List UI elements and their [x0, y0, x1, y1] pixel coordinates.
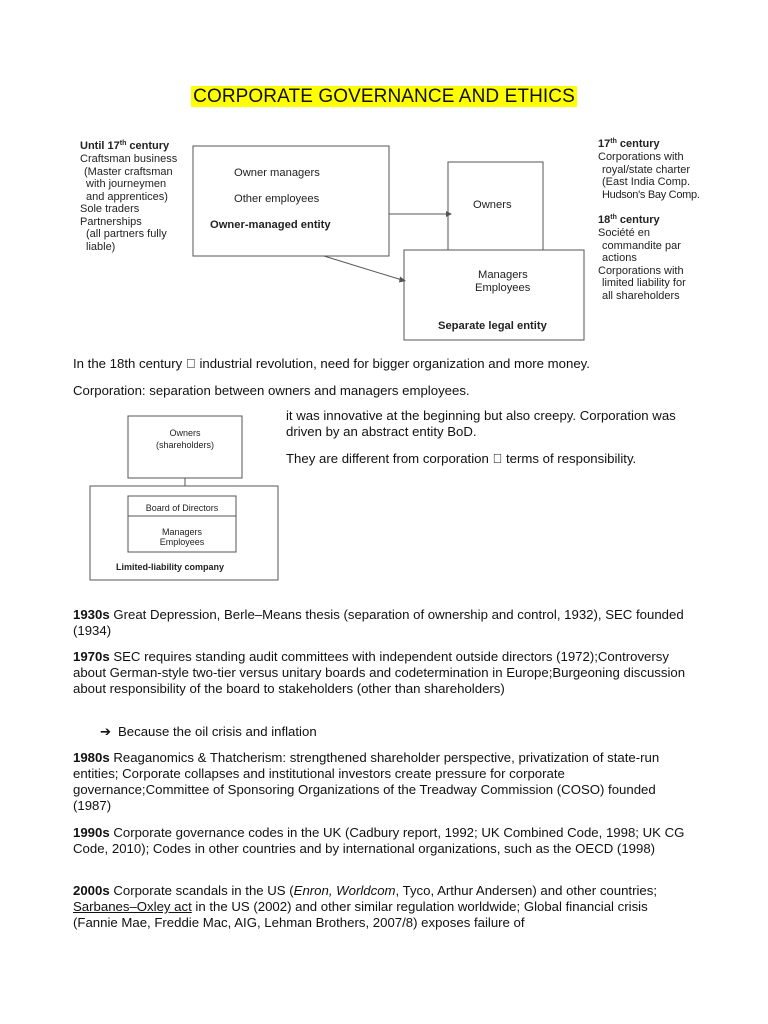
timeline-1980s: 1980s Reaganomics & Thatcherism: strengthened shareholder perspective, privatization of state-run entities; Corporate collapses and institutional investors create pressure for corporate governance;Committee of Sponsoring Organizations of the Treadway Commission (COSO) founded (1987) [73, 750, 660, 813]
left-heading: Until 17th century [80, 140, 170, 152]
arrow-bullet-item: ➔ Because the oil crisis and inflation [100, 724, 317, 739]
limited-liability-company-label: Limited-liability company [115, 562, 225, 572]
year-1970s: 1970s [73, 649, 110, 664]
owner-managers-label: Owner managers [234, 167, 320, 179]
managers-label: Managers [161, 527, 203, 537]
timeline-1930s: 1930s Great Depression, Berle–Means thesis (separation of ownership and control, 1932), SEC founded (1934) [73, 607, 684, 638]
right-line: commandite par [602, 239, 681, 252]
right-line: Corporations with [598, 264, 684, 277]
right-line: limited liability for [602, 277, 686, 289]
right-line: Hudson's Bay Comp. [602, 188, 700, 201]
arrow-right-icon: ➔ [100, 724, 112, 739]
shareholders-label: (shareholders) [155, 440, 215, 450]
timeline-1990s: 1990s Corporate governance codes in the UK (Cadbury report, 1992; UK Combined Code, 1998; UK CG Code, 2010); Codes in other countries and by international organizations, such as the OECD (1998) [73, 825, 685, 856]
owner-managed-entity-label: Owner-managed entity [210, 219, 331, 231]
managers-label: Managers [478, 269, 528, 281]
limited-liability-diagram [88, 414, 280, 582]
year-1980s: 1980s [73, 750, 110, 765]
timeline-2000s: 2000s Corporate scandals in the US (Enron, Worldcom, Tyco, Arthur Andersen) and other countries; Sarbanes–Oxley act in the US (2002) and other similar regulation worldwide; Global financial crisis (Fannie Mae, Freddie Mac, AIG, Lehman Brothers, 2007/8) exposes failure of [73, 883, 657, 930]
employees-label: Employees [475, 282, 531, 294]
board-of-directors-label: Board of Directors [145, 503, 219, 513]
right-line: royal/state charter [602, 163, 691, 176]
title-wrap [0, 86, 768, 108]
paragraph-corporation: Corporation: separation between owners and managers employees. [73, 383, 470, 398]
left-line: Craftsman business [80, 153, 178, 165]
owners-label: Owners [473, 199, 512, 211]
paragraph-18th-century: In the 18th century industrial revolution, need for bigger organization and more money. [73, 356, 577, 371]
year-2000s: 2000s [73, 883, 110, 898]
timeline-1970s: 1970s SEC requires standing audit committees with independent outside directors (1972);Controversy about German-style two-tier versus unitary boards and codetermination in Europe;Burgeoning discussion about responsibility of the board to stakeholders (other than shareholders) [73, 649, 686, 696]
separate-legal-entity-label: Separate legal entity [438, 320, 547, 332]
right-line: actions [602, 252, 637, 264]
right-line: Société en [598, 227, 650, 239]
year-1990s: 1990s [73, 825, 110, 840]
evolution-diagram [80, 134, 700, 344]
left-line: Partnerships [80, 215, 142, 228]
year-1930s: 1930s [73, 607, 110, 622]
left-line: liable) [86, 240, 116, 253]
left-line: with journeymen [86, 178, 167, 190]
right-line: all shareholders [602, 289, 680, 302]
sarbanes-oxley-link[interactable]: Sarbanes–Oxley act [73, 899, 192, 914]
right-line: (East India Comp. [602, 176, 691, 188]
side-paragraph-responsibility: They are different from corporation terms of responsibility. [286, 451, 623, 466]
other-employees-label: Other employees [234, 193, 320, 205]
left-line: and apprentices) [86, 190, 168, 203]
right-heading-18th: 18th century [598, 214, 660, 226]
page-title: CORPORATE GOVERNANCE AND ETHICS [193, 86, 575, 107]
side-paragraph-innovative: it was innovative at the beginning but also creepy. Corporation was driven by an abstract entity BoD. [286, 408, 676, 439]
left-line: Sole traders [80, 203, 140, 215]
owners-label: Owners [169, 428, 201, 438]
left-line: (Master craftsman [84, 165, 173, 178]
employees-label: Employees [159, 537, 205, 547]
right-line: Corporations with [598, 151, 684, 163]
left-line: (all partners fully [86, 228, 167, 240]
right-heading-17th: 17th century [598, 138, 660, 150]
